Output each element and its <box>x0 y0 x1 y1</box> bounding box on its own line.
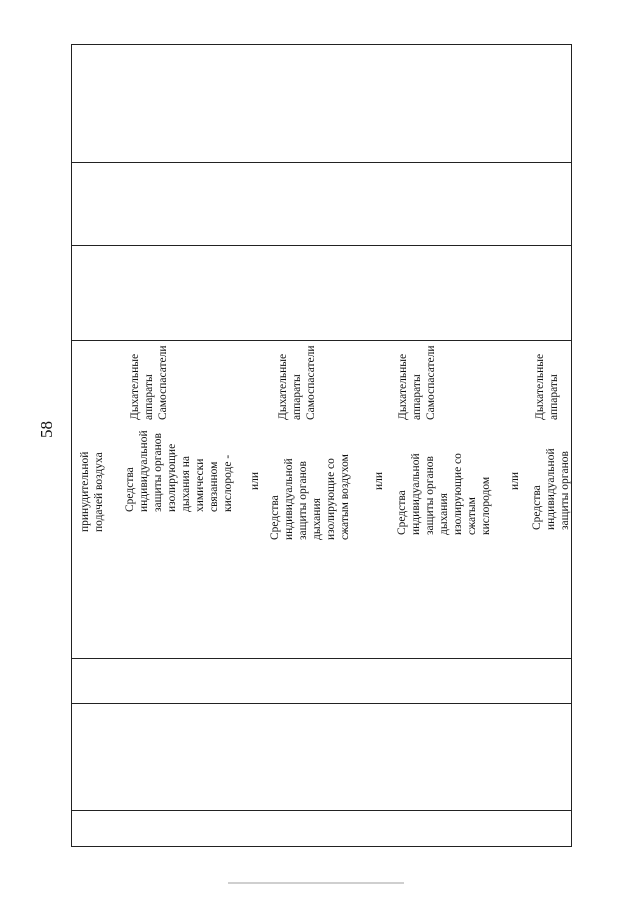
row-divider <box>72 340 571 341</box>
method-cell-5: Средства индивидуальной защиты органов <box>531 448 571 530</box>
method-cell-4: Средства индивидуальной защиты органов дыхания изолирующие со сжатым кислородом <box>396 453 492 535</box>
row-divider <box>72 703 571 704</box>
device-cell-1: Дыхательные аппараты Самоспасатели <box>129 345 169 420</box>
page-number: 58 <box>37 421 56 438</box>
method-cell-2: Средства индивидуальной защиты органов изолирующие дыхания на химически связанном кислороде - <box>124 430 234 512</box>
row-divider <box>72 162 571 163</box>
device-cell-2: Дыхательные аппараты Самоспасатели <box>277 345 317 420</box>
method-cell-3: Средства индивидуальной защиты органов дыхания изолирующие со сжатым воздухом <box>269 454 351 540</box>
method-cell-1: принудительной подачей воздуха <box>79 451 105 532</box>
scan-edge-artifact <box>228 882 404 884</box>
or-label-2: или <box>373 471 385 490</box>
row-divider <box>72 658 571 659</box>
device-cell-3: Дыхательные аппараты Самоспасатели <box>397 345 437 420</box>
device-cell-4: Дыхательные аппараты <box>534 353 560 420</box>
or-label-3: или <box>509 471 521 490</box>
row-divider <box>72 245 571 246</box>
row-divider <box>72 810 571 811</box>
or-label-1: или <box>249 471 261 490</box>
